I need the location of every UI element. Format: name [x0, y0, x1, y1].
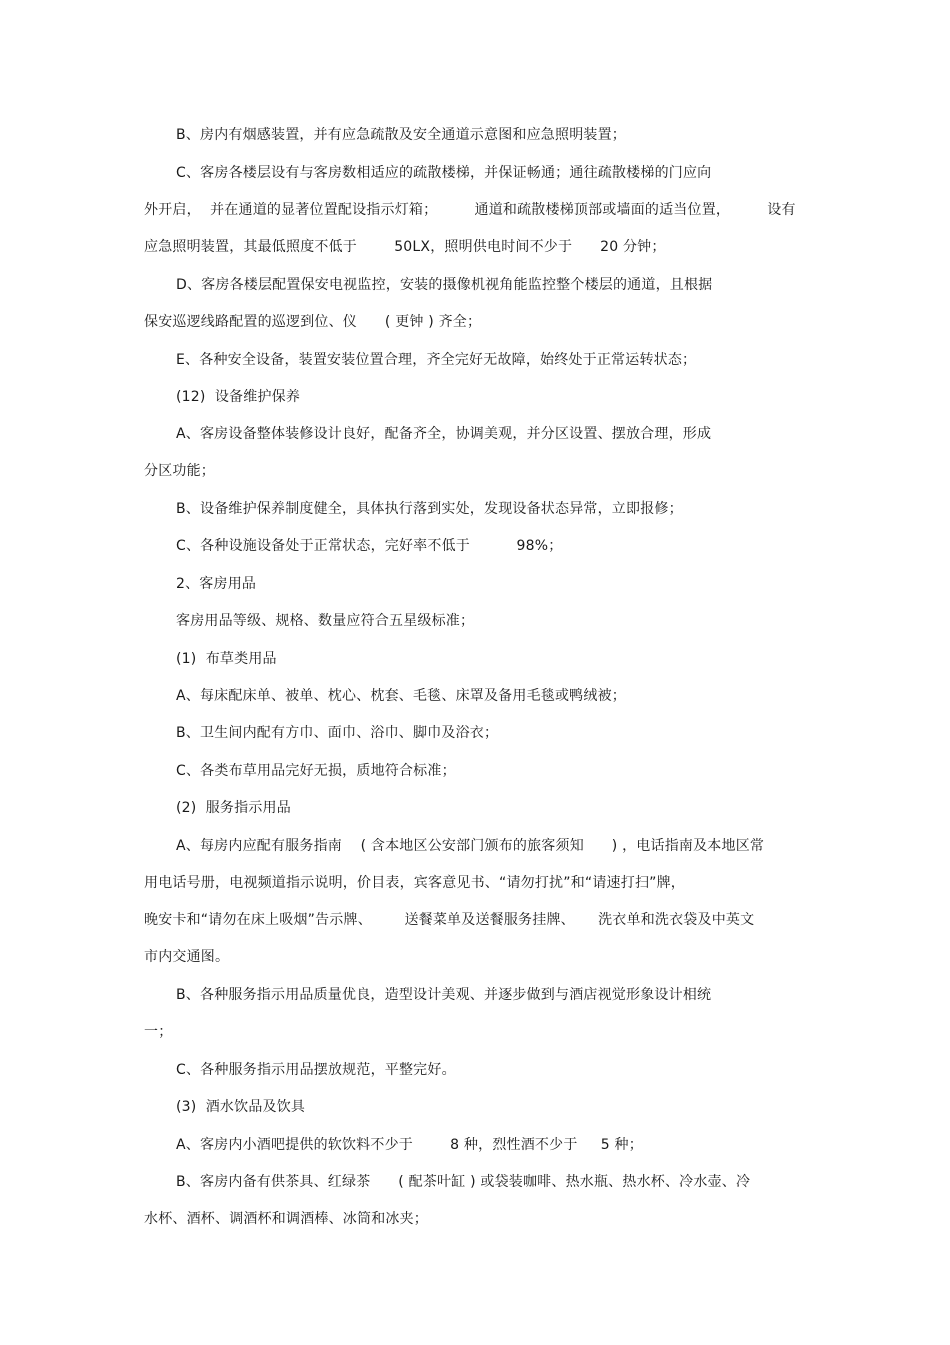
text-line: E、各种安全设备，装置安装位置合理，齐全完好无故障，始终处于正常运转状态； — [176, 352, 697, 368]
text-line: B、卫生间内配有方巾、面巾、浴巾、脚巾及浴衣； — [176, 725, 499, 741]
text-line: 外开启， 并在通道的显著位置配设指示灯箱； 通道和疏散楼梯顶部或墙面的适当位置， 设有 — [144, 202, 796, 218]
text-line: C、客房各楼层设有与客房数相适应的疏散楼梯，并保证畅通；通往疏散楼梯的门应向 — [176, 165, 712, 181]
text-line: C、各种服务指示用品摆放规范，平整完好。 — [176, 1062, 456, 1078]
text-line: 应急照明装置，其最低照度不低于 50LX，照明供电时间不少于 20 分钟； — [144, 239, 666, 255]
text-line: B、客房内备有供茶具、红绿茶 ( 配茶叶缸 ) 或袋装咖啡、热水瓶、热水杯、冷水壶、冷 — [176, 1174, 751, 1190]
text-line: C、各类布草用品完好无损，质地符合标准； — [176, 763, 456, 779]
section-heading: (1) 布草类用品 — [176, 651, 277, 667]
text-line: 客房用品等级、规格、数量应符合五星级标准； — [176, 613, 475, 629]
text-line: A、每房内应配有服务指南 ( 含本地区公安部门颁布的旅客须知 ) ，电话指南及本地区常 — [176, 838, 765, 854]
section-heading: (2) 服务指示用品 — [176, 800, 291, 816]
text-line: 分区功能； — [144, 463, 215, 479]
section-heading: 2、客房用品 — [176, 576, 257, 592]
text-line: A、每床配床单、被单、枕心、枕套、毛毯、床罩及备用毛毯或鸭绒被； — [176, 688, 626, 704]
text-line: 用电话号册，电视频道指示说明，价目表，宾客意见书、“请勿打扰”和“请速打扫”牌， — [144, 875, 686, 891]
text-line: C、各种设施设备处于正常状态，完好率不低于 98%； — [176, 538, 563, 554]
section-heading: (3) 酒水饮品及饮具 — [176, 1099, 306, 1115]
text-line: A、客房内小酒吧提供的软饮料不少于 8 种，烈性酒不少于 5 种； — [176, 1137, 643, 1153]
text-line: 市内交通图。 — [144, 949, 230, 965]
text-line: 晚安卡和“请勿在床上吸烟”告示牌、 送餐菜单及送餐服务挂牌、 洗衣单和洗衣袋及中英文 — [144, 912, 755, 928]
text-line: 一； — [144, 1024, 173, 1040]
text-line: B、各种服务指示用品质量优良，造型设计美观、并逐步做到与酒店视觉形象设计相统 — [176, 987, 712, 1003]
text-line: A、客房设备整体装修设计良好，配备齐全，协调美观，并分区设置、摆放合理，形成 — [176, 426, 712, 442]
text-line: B、设备维护保养制度健全，具体执行落到实处，发现设备状态异常，立即报修； — [176, 501, 683, 517]
text-line: D、客房各楼层配置保安电视监控，安装的摄像机视角能监控整个楼层的通道，且根据 — [176, 277, 713, 293]
section-heading: (12) 设备维护保养 — [176, 389, 301, 405]
text-line: 保安巡逻线路配置的巡逻到位、仪 ( 更钟 ) 齐全； — [144, 314, 482, 330]
text-line: 水杯、酒杯、调酒杯和调酒棒、冰筒和冰夹； — [144, 1211, 428, 1227]
text-line: B、房内有烟感装置，并有应急疏散及安全通道示意图和应急照明装置； — [176, 127, 627, 143]
